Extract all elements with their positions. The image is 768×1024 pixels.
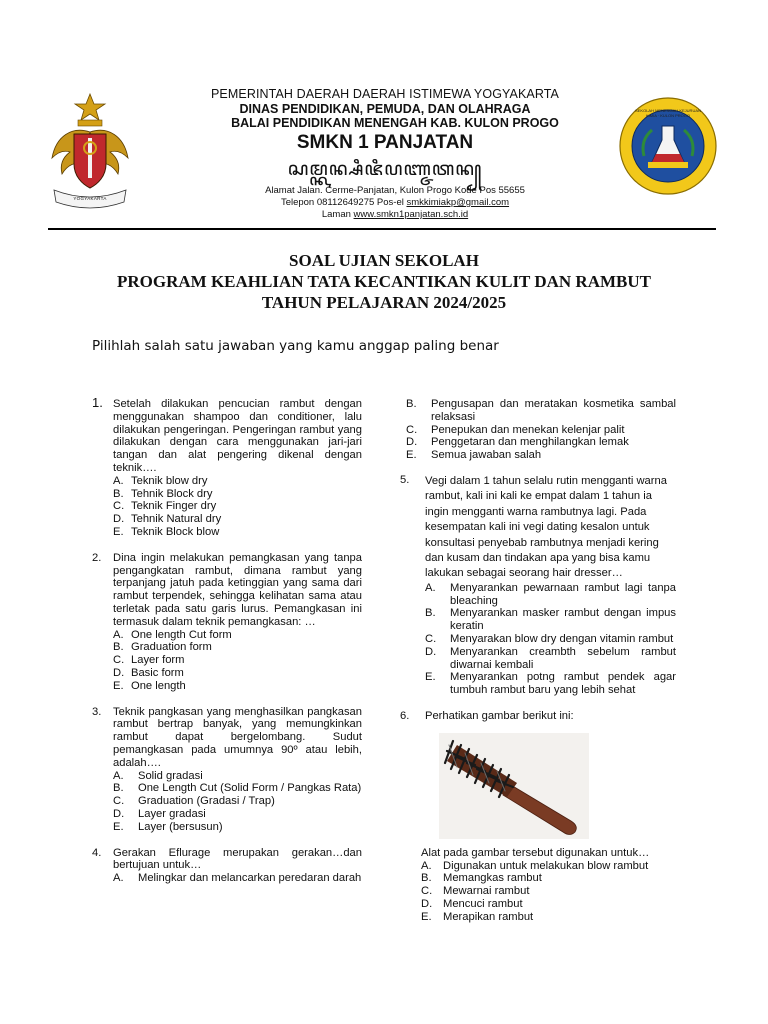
exam-title-line3: TAHUN PELAJARAN 2024/2025 [261, 293, 507, 312]
question-followup: Alat pada gambar tersebut digunakan untuk… [421, 846, 650, 859]
office-line: BALAI PENDIDIKAN MENENGAH KAB. KULON PROGO [231, 116, 559, 130]
option-d[interactable]: D. Layer gradasi [113, 807, 206, 820]
letterhead [0, 0, 768, 232]
option-c[interactable]: C. Layer form [113, 654, 185, 667]
option-a[interactable]: A. Menyarankan pewarnaan rambut lagi tanpa bleaching [425, 581, 676, 607]
question-text: Vegi dalam 1 tahun selalu rutin mengganti warna rambut, kali ini kali ke empat dalam 1 tahun ia ingin mengganti warna rambutnya lagi. Pada kesempatan kali ini vegi dating kesalon untuk konsultasi penyebab rambutnya menjadi kering dan kusam dan tindakan apa yang bisa kamu lakukan sebagai seorang hair dresser… [425, 474, 667, 580]
option-e[interactable]: E. Menyarankan potng rambut pendek agar tumbuh rambut baru yang lebih sehat [425, 671, 676, 697]
question-number: 4. [92, 846, 102, 859]
question-number: 1. [92, 395, 103, 410]
option-a[interactable]: A. Solid gradasi [113, 769, 203, 782]
option-a[interactable]: A. Melingkar dan melancarkan peredaran darah [113, 872, 362, 885]
option-c[interactable]: C. Menyarakan blow dry dengan vitamin rambut [425, 633, 674, 646]
question-text: Gerakan Eflurage merupakan gerakan…dan bertujuan untuk… [113, 846, 362, 872]
question-3 [92, 706, 362, 834]
left-logo-ribbon-text: YOGYAKARTA [73, 196, 107, 201]
option-b[interactable]: B. One Length Cut (Solid Form / Pangkas Rata) [113, 782, 362, 795]
department-line: DINAS PENDIDIKAN, PEMUDA, DAN OLAHRAGA [239, 102, 531, 116]
exam-title-line2: PROGRAM KEAHLIAN TATA KECANTIKAN KULIT DAN RAMBUT [117, 272, 651, 291]
option-b[interactable]: B. Pengusapan dan meratakan kosmetika sambal relaksasi [406, 398, 676, 423]
email-link[interactable]: smkkimiakp@gmail.com [406, 197, 510, 208]
answer-options [113, 872, 362, 885]
answer-options [406, 398, 676, 462]
question-4 [92, 847, 362, 885]
option-b[interactable]: B. Graduation form [113, 641, 212, 654]
javanese-script-name: ꦱꦩ꧀ꦏꦤ꧀ꦱꦶꦗꦶꦥꦚ꧀ꦗꦠꦤ꧀ [287, 158, 483, 180]
option-e[interactable]: E. One length [113, 679, 186, 692]
school-name: SMKN 1 PANJATAN [296, 132, 474, 153]
right-logo-ring-text: SEKOLAH MENENGAH KEJURUAN KIMIA · KULON PROGO [635, 108, 701, 118]
phone-text: Telepon 08112649275 Pos-el [280, 197, 407, 208]
letterhead-text [150, 86, 620, 221]
option-c[interactable]: C. Penepukan dan menekan kelenjar palit [406, 423, 625, 436]
option-c[interactable]: C. Graduation (Gradasi / Trap) [113, 795, 275, 808]
answer-options [425, 582, 676, 697]
exam-title [40, 250, 728, 313]
question-text: Dina ingin melakukan pemangkasan yang tanpa pengangkatan rambut, dimana rambut yang terpanjang jatuh pada ketinggian yang sama dari rambut terpendek, sehingga kelihatan sama atau terletak pada satu garis lurus. Pemangkasan ini termasuk dalam teknik pemangkasan: … [113, 551, 362, 628]
question-text: Teknik pangkasan yang menghasilkan pangkasan rambut bertrap banyak, yang memungkinkan rambut dapat bergelombang. Sudut pemangkasan pada umumnya 90º atau lebih, adalah…. [113, 705, 362, 769]
question-5 [400, 474, 676, 697]
answer-options [113, 475, 362, 539]
option-a[interactable]: A. Digunakan untuk melakukan blow rambut [421, 859, 649, 872]
government-line: PEMERINTAH DAERAH DAERAH ISTIMEWA YOGYAKARTA [211, 87, 559, 101]
question-text: Setelah dilakukan pencucian rambut dengan menggunakan shampoo dan conditioner, lalu dilakukan pengeringan. Pengeringan rambut yang dilakukan dengan cara menggunakan jari-jari tangan dan alat pengering dikenal dengan teknik…. [113, 398, 362, 474]
question-number: 3. [92, 705, 102, 718]
question-number: 2. [92, 551, 102, 564]
round-hair-brush-image [439, 733, 589, 839]
question-number: 5. [400, 473, 410, 486]
option-d[interactable]: D. Tehnik Natural dry [113, 513, 222, 526]
option-a[interactable]: A. Teknik blow dry [113, 474, 208, 487]
option-a[interactable]: A. One length Cut form [113, 628, 232, 641]
answer-options [421, 860, 676, 924]
left-column [92, 395, 362, 898]
question-6-prompt [411, 847, 676, 924]
option-e[interactable]: E. Teknik Block blow [113, 525, 220, 538]
option-b[interactable]: B. Tehnik Block dry [113, 487, 213, 500]
option-e[interactable]: E. Merapikan rambut [421, 910, 534, 923]
website-link[interactable]: www.smkn1panjatan.sch.id [353, 209, 469, 220]
question-number: 6. [400, 710, 410, 722]
exam-instruction: Pilihlah salah satu jawaban yang kamu anggap paling benar [92, 338, 499, 354]
option-c[interactable]: C. Teknik Finger dry [113, 500, 217, 513]
option-d[interactable]: D. Penggetaran dan menghilangkan lemak [406, 436, 629, 449]
question-2 [92, 552, 362, 693]
yogyakarta-coat-of-arms-logo [44, 92, 136, 210]
address-line: Alamat Jalan. Cerme-Panjatan, Kulon Progo Kode Pos 55655 [265, 185, 525, 196]
letterhead-divider [48, 228, 716, 230]
option-e[interactable]: E. Semua jawaban salah [406, 449, 542, 462]
question-text: Perhatikan gambar berikut ini: [425, 710, 574, 722]
question-1 [92, 395, 362, 539]
phone-email-line [150, 197, 620, 209]
option-b[interactable]: B. Memangkas rambut [421, 872, 542, 885]
question-4-continued [400, 398, 676, 462]
option-e[interactable]: E. Layer (bersusun) [113, 820, 223, 833]
question-6 [400, 710, 676, 924]
answer-options [113, 629, 362, 693]
exam-title-line1: SOAL UJIAN SEKOLAH [289, 251, 479, 270]
option-d[interactable]: D. Basic form [113, 666, 184, 679]
option-d[interactable]: D. Mencuci rambut [421, 897, 523, 910]
website-prefix: Laman [321, 209, 354, 220]
option-d[interactable]: D. Menyarankan creambth sebelum rambut diwarnai kembali [425, 645, 676, 671]
right-column [400, 398, 676, 937]
option-c[interactable]: C. Mewarnai rambut [421, 885, 530, 898]
option-b[interactable]: B. Menyarankan masker rambut dengan impus keratin [425, 607, 676, 633]
answer-options [113, 770, 362, 834]
website-line [150, 209, 620, 221]
